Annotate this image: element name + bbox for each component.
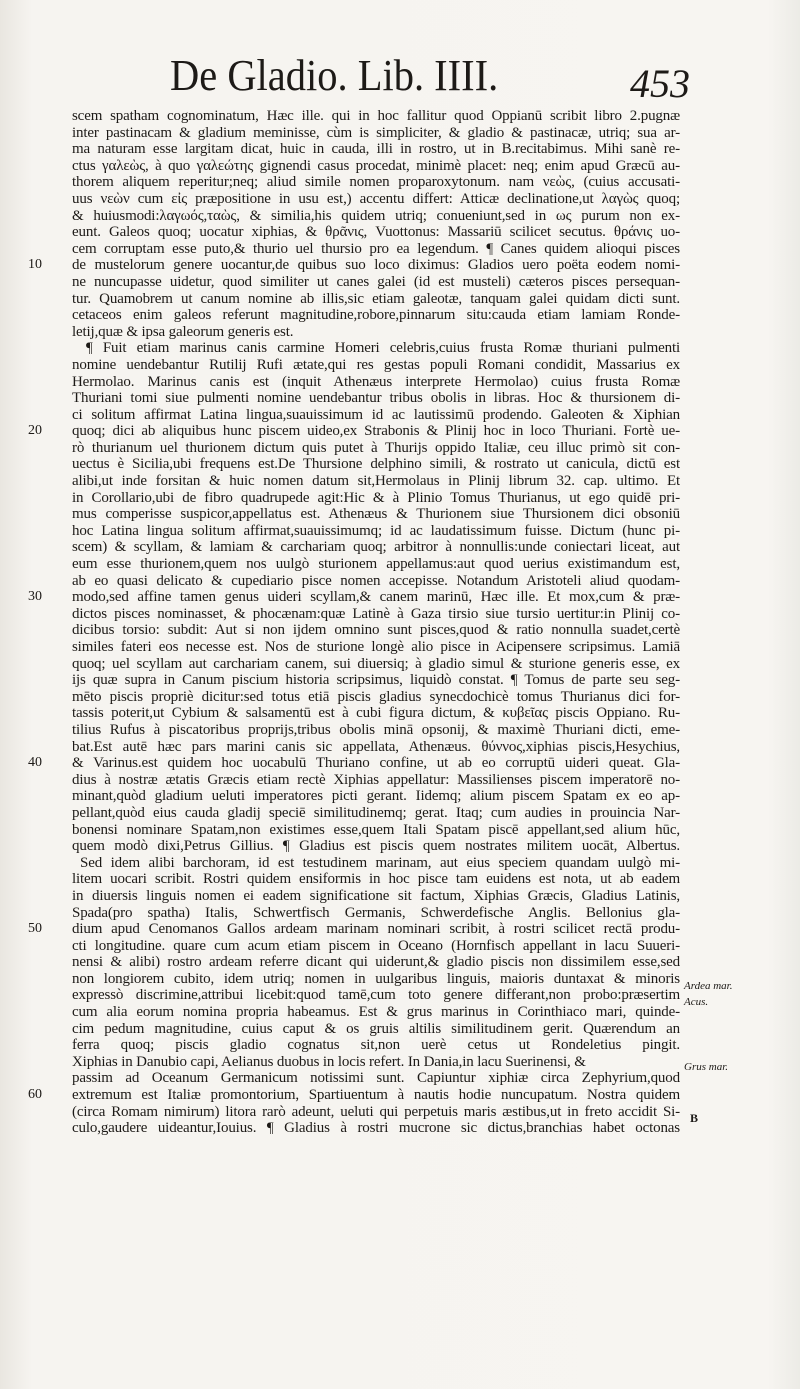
line-number: 50 (28, 921, 42, 936)
text-line: dictos pisces nominasset, & phocænam:quæ Latinè à Gaza tirsio siue tursio uertitur:in Plinij co- (72, 605, 680, 622)
text-line: tilius Rufus à piscatoribus proprijs,tribus obolis minā opsonij, & maximè Thuriani dicti, eme- (72, 721, 680, 738)
text-line: pellant,quòd eius cauda gladij speciē similitudinemq; gerat. Itaq; cum audies in prouincia Nar- (72, 804, 680, 821)
text-line: similes fateri eos necesse est. Nos de sturione longè alio pisce in Acipensere scripsimus. Lamiā (72, 639, 680, 655)
text-line: & Varinus.est quidem hoc uocabulū Thuriano confine, ut ab eo corruptū uideri queat. Gla- (72, 755, 680, 772)
text-line: extremum est Italiæ promontorium, Spartiuentum à nautis hodie nuncupatum. Nostra quidem (72, 1087, 680, 1104)
text-line: scem spatham cognominatum, Hæc ille. qui in hoc fallitur quod Oppianū scribit libro 2.pugnæ (72, 108, 680, 124)
text-line: non longiorem cubito, idem utriq; nomen in uulgaribus linguis, maioris duntaxat & minoris (72, 970, 680, 987)
text-line: ctus γαλεὼς, à quo γαλεώτης gignendi casus procedat, minimè placet: neq; enim apud Græcū au- (72, 157, 680, 174)
text-line: dius à nostræ ætatis Græcis etiam rectè Xiphias appellatur: Massilienses piscem imperatorē no- (72, 771, 680, 788)
text-line: dium apud Cenomanos Gallos ardeam marinam nominari scribit, à rostri scilicet rectā produ- (72, 921, 680, 938)
text-line: culo,gaudere uideantur,Iouius. ¶ Gladius à rostri mucrone sic dictus,branchias habet octonas (72, 1120, 680, 1137)
text-line: nensi & alibi) rostro ardeam referre dicant qui uiderunt,& gladio piscis non dissimilem esse,sed (72, 954, 680, 971)
text-line: quoq; uel scyllam aut carchariam canem, sui diuersiq; à gladio simul & sturione generis esse, ex (72, 655, 680, 672)
margin-note-ardea: Ardea mar. (684, 980, 733, 992)
text-line: Spada(pro spatha) Italis, Schwertfisch Germanis, Schwerdefische Anglis. Bellonius gla- (72, 904, 680, 921)
text-line: cim pedum magnitudine, cuius caput & os gruis altilis similitudinem gerit. Quærendum an (72, 1020, 680, 1037)
text-line: passim ad Oceanum Germanicum notissimi sunt. Capiuntur xiphiæ circa Zephyrium,quod (72, 1070, 680, 1087)
text-line: cum alia eorum nomina propria habeamus. Est & grus marinus in Corinthiaco mari, quinde- (72, 1004, 680, 1021)
text-line: Thuriani tomi siue pulmenti nomine uendebantur tribus obolis in libras. Hoc & thursionem di- (72, 390, 680, 407)
text-line: & huiusmodi:λαγωός,ταὼς, & similia,his quidem utriq; conueniunt,sed in ως purum non ex- (72, 207, 680, 224)
text-line: scem) & scyllam, & lamiam & carchariam quoq; arbitror à nonnullis:unde coniectari liceat, aut (72, 539, 680, 556)
text-line: rò thurianum uel thurionem dictum quis putet à Thurijs oppido Italiæ, ceu illuc primò sit con- (72, 439, 680, 456)
text-line: mus comperisse suspicor,appellatus est. Athenæus & Thurionem siue Thursionem dici obsoniū (72, 506, 680, 523)
body-text (72, 108, 680, 1153)
line-number: 30 (28, 589, 42, 604)
text-line: dicibus torsio: subdit: Aut si non ijdem omnino sunt pisces,quod & ratio nonnulla suadet,certè (72, 622, 680, 639)
text-line: ¶ Fuit etiam marinus canis carmine Homeri celebris,cuius frusta Romæ thuriani pulmenti (86, 340, 680, 357)
page-header (170, 52, 690, 112)
text-line: ne nuncupasse uidetur, quod similiter ut canes galei (id est musteli) cæteros pisces persequan- (72, 273, 680, 290)
text-line: hoc Latina lingua solitum affirmat,suauissimumq; id ac laudatissimum fuisse. Dictum (hunc pi- (72, 522, 680, 539)
text-line (72, 1137, 680, 1154)
running-title: De Gladio. Lib. IIII. (170, 51, 499, 100)
text-line: tassis poterit,ut Cybium & salsamentū est à cubi figura dictum, & κυβεῖας piscis Oppiano. Ru- (72, 705, 680, 722)
text-line: inter pastinacam & gladium meminisse, cùm is simpliciter, & gladio & pastinacæ, utriq; sua ar- (72, 124, 680, 141)
line-number: 20 (28, 423, 42, 438)
text-line: cetaceos enim galeos referunt magnitudine,robore,pinnarum situ:cauda etiam lamiam Ronde- (72, 307, 680, 324)
text-line: bat.Est autē hæc pars marini canis sic appellata, Athenæus. θύννος,xiphias piscis,Hesychius, (72, 738, 680, 755)
text-line: uus νεὼν cum εἰς præpositione in usu est,) accentu differt: Atticæ declinatione,ut λαγὼς quoq; (72, 190, 680, 207)
text-line: in Corollario,ubi de fibro quadrupede agit:Hic & à Plinio Tomus Thurianus, ut ego quidē pri- (72, 489, 680, 506)
text-line: letij,quæ & ipsa galeorum generis est. (72, 323, 294, 340)
text-line: expressò discrimine,attribui licebit:quod tamē,cum toto genere differant,non probo:præsertim (72, 987, 680, 1004)
text-line: litem uocari scribit. Rostri quidem ensiformis in hoc pisce tam euidens est nota, ut ab eadem (72, 871, 680, 888)
line-number: 10 (28, 257, 42, 272)
text-line: de mustelorum genere uocantur,de quibus suo loco diximus: Gladios uero poëta eodem nomi- (72, 257, 680, 274)
text-line: tur. Quamobrem ut canum nomine ab illis,sic etiam galeotæ, tanquam galei quidam dicti sunt. (72, 290, 680, 307)
text-line: eum esse thurionem,quem nos uulgò sturionem appellamus:aut quod uerius existimandum est, (72, 556, 680, 573)
text-line: bonensi nominare Spatam,non existimes esse,quem Itali Spatam piscē appellant,sed alium hūc, (72, 821, 680, 838)
text-line: ma naturam esse largitam dicat, huic in cauda, illi in rostro, ut in B.recitabimus. Mihi sanè re- (72, 141, 680, 158)
text-line: alibi,ut inde forsitan & huic nomen datum sit,Hermolaus in Plinij librum 32. cap. ultimo. Et (72, 473, 680, 490)
text-line: ijs quæ supra in Canum piscium historia scripsimus, liquidò constat. ¶ Tomus de parte seu seg- (72, 672, 680, 689)
margin-note-grus: Grus mar. (684, 1061, 729, 1073)
text-line: eunt. Galeos quoq; uocatur xiphias, & θρᾶνις, Vuottonus: Massariū scilicet secutus. θράνις uo- (72, 224, 680, 241)
text-line: cem corruptam esse puto,& thurio uel thursio pro ea legendum. ¶ Canes quidem alioqui pisces (72, 240, 680, 257)
text-line: Hermolao. Marinus canis est (inquit Athenæus interprete Hermolao) cuius frusta Romæ (72, 373, 680, 390)
text-line: ab eo quasi delicato & cupediario pisce nomen accepisse. Notandum Aristoteli aliud quodam- (72, 572, 680, 589)
text-line: cti longitudine. quare cum acum etiam piscem in Oceano (Hornfisch appellant in lacu Suueri- (72, 937, 680, 954)
text-line: modo,sed affine tamen genus uideri scyllam,& canem marinū, Hæc ille. Et mox,cum & præ- (72, 589, 680, 606)
text-line: quoq; dici ab aliquibus hunc piscem uideo,ex Strabonis & Plinij hoc in loco Thuriani. Fortè ue- (72, 423, 680, 440)
text-line: uectus è Sicilia,ubi frequens est.De Thursione delphino simili, & rostrato ut canicula, dictū est (72, 456, 680, 473)
text-line: in diuersis linguis nomen ei eadem significatione sit factum, Xiphias Græcis, Gladius Latinis, (72, 887, 680, 904)
line-number: 40 (28, 755, 42, 770)
page-number: 453 (630, 61, 690, 106)
line-number: 60 (28, 1087, 42, 1102)
text-line: minant,quòd gladium ueluti imperatores picti gerant. Iidemq; alium piscem Spatam ex eo ap- (72, 788, 680, 805)
text-line: nomine uendebantur Rutilij Rufi ætate,qui res gestas populi Romani condidit, Massarius ex (72, 356, 680, 373)
text-line: mēto piscis propriè dicitur:sed totus etiā piscis gladius synecdochicè tomus Thurianus dici for- (72, 688, 680, 705)
text-line: (circa Romam nimirum) litora rarò adeunt, ueluti qui perpetuis maris æstibus,ut in freto accidit Si- (72, 1103, 680, 1120)
margin-note-acus: Acus. (684, 996, 709, 1008)
text-line: ci solitum affirmat Latina lingua,suauissimum id ac lautissimū prodendo. Galeoten & Xiphian (72, 406, 680, 423)
text-line: Sed idem alibi barchoram, id est testudinem marinam, aut eius speciem quandam uulgò mi- (80, 854, 680, 871)
text-line: Xiphias in Danubio capi, Aelianus duobus in locis refert. In Dania,in lacu Suerinensi, & (72, 1053, 586, 1070)
section-letter: B (690, 1111, 699, 1125)
text-line: quem modò dixi,Petrus Gillius. ¶ Gladius est piscis quem nostrates militem uocāt, Albertus. (72, 838, 680, 855)
text-line: thorem aliquem reperitur;neq; aliud simile nomen proparoxytonum. nam νεὼς, (cuius accusati- (72, 174, 680, 191)
text-line: ferra quoq; piscis gladio cognatus sit,non uerè cetus ut Rondeletius pingit. (72, 1037, 680, 1054)
